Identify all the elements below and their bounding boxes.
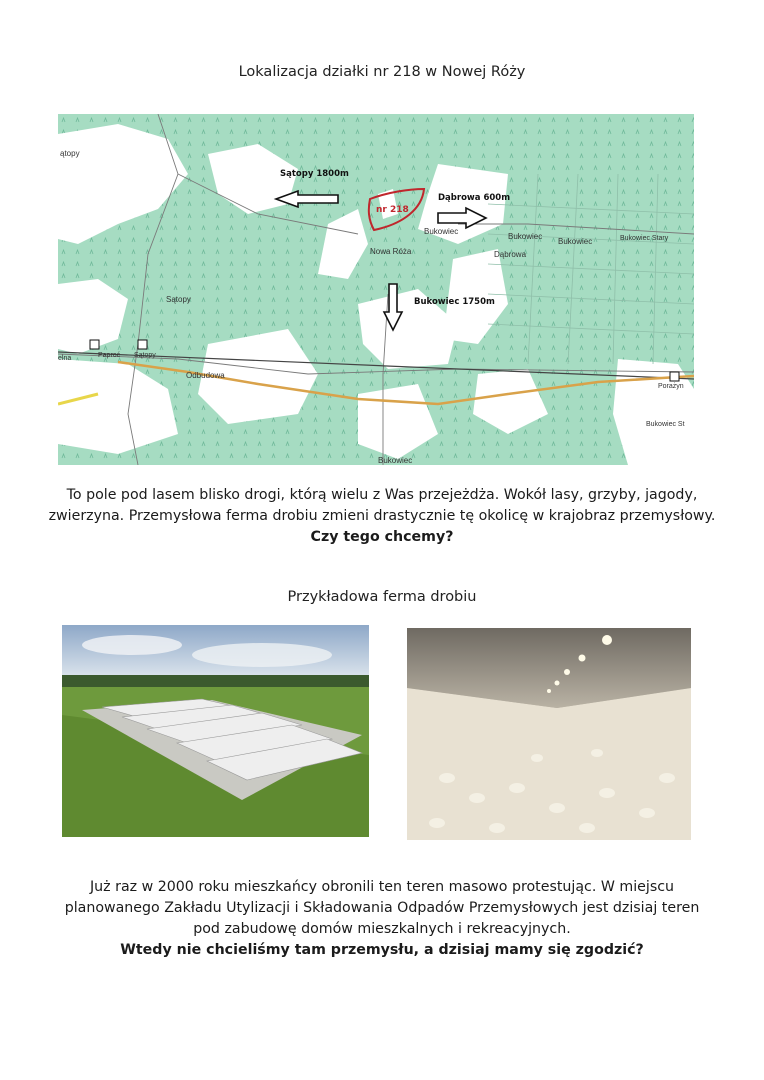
place-bukowiec-e2: Bukowiec xyxy=(558,237,593,246)
plot-label: nr 218 xyxy=(376,205,409,215)
intro-line-1: To pole pod lasem blisko drogi, którą wielu z Was przejeżdża. Wokół lasy, grzyby, jagody, xyxy=(66,487,698,503)
station-icon xyxy=(138,340,147,349)
place-nowa-roza: Nowa Róża xyxy=(370,247,412,256)
place-elna: elna xyxy=(58,355,72,362)
place-bukowiec-east: Bukowiec xyxy=(508,232,543,241)
station-icon xyxy=(90,340,99,349)
section-subtitle: Przykładowa ferma drobiu xyxy=(287,589,477,605)
farm-interior-photo xyxy=(407,628,691,840)
history-line-1: Już raz w 2000 roku mieszkańcy obronili ten teren masowo protestując. W miejscu xyxy=(90,879,674,895)
place-paprotki: Paproć xyxy=(98,352,121,359)
farm-aerial-photo xyxy=(62,625,369,837)
station-icon xyxy=(670,372,679,381)
arrow-south-label: Bukowiec 1750m xyxy=(414,297,495,307)
arrow-east-label: Dąbrowa 600m xyxy=(438,193,511,203)
history-paragraph xyxy=(20,877,744,961)
place-bukowiec-near: Bukowiec xyxy=(424,227,459,236)
page-title: Lokalizacja działki nr 218 w Nowej Róży xyxy=(238,64,526,80)
history-question: Wtedy nie chcieliśmy tam przemysłu, a dzisiaj mamy się zgodzić? xyxy=(120,942,644,958)
place-bukowiec-bottom: Bukowiec xyxy=(378,456,413,465)
place-satopy: Sątopy xyxy=(166,295,191,304)
place-satopy-top: ątopy xyxy=(60,149,80,158)
intro-paragraph xyxy=(20,485,744,548)
arrow-west-label: Sątopy 1800m xyxy=(280,169,349,179)
place-odbudowa: Odbudowa xyxy=(186,371,225,380)
history-line-3: pod zabudowę domów mieszkalnych i rekreacyjnych. xyxy=(193,921,571,937)
intro-line-2: zwierzyna. Przemysłowa ferma drobiu zmieni drastycznie tę okolicę w krajobraz przemysłowy. xyxy=(48,508,716,524)
place-satopy-station: Sątopy xyxy=(134,352,156,359)
place-porazyn: Porażyn xyxy=(658,383,684,390)
place-bukowiec-st: Bukowiec St xyxy=(646,421,685,428)
intro-question: Czy tego chcemy? xyxy=(310,529,454,545)
place-dabrowa: Dąbrowa xyxy=(494,250,527,259)
location-map xyxy=(58,114,694,465)
history-line-2: planowanego Zakładu Utylizacji i Składowania Odpadów Przemysłowych jest dzisiaj teren xyxy=(64,900,700,916)
place-bukowiec-stary: Bukowiec Stary xyxy=(620,235,669,242)
